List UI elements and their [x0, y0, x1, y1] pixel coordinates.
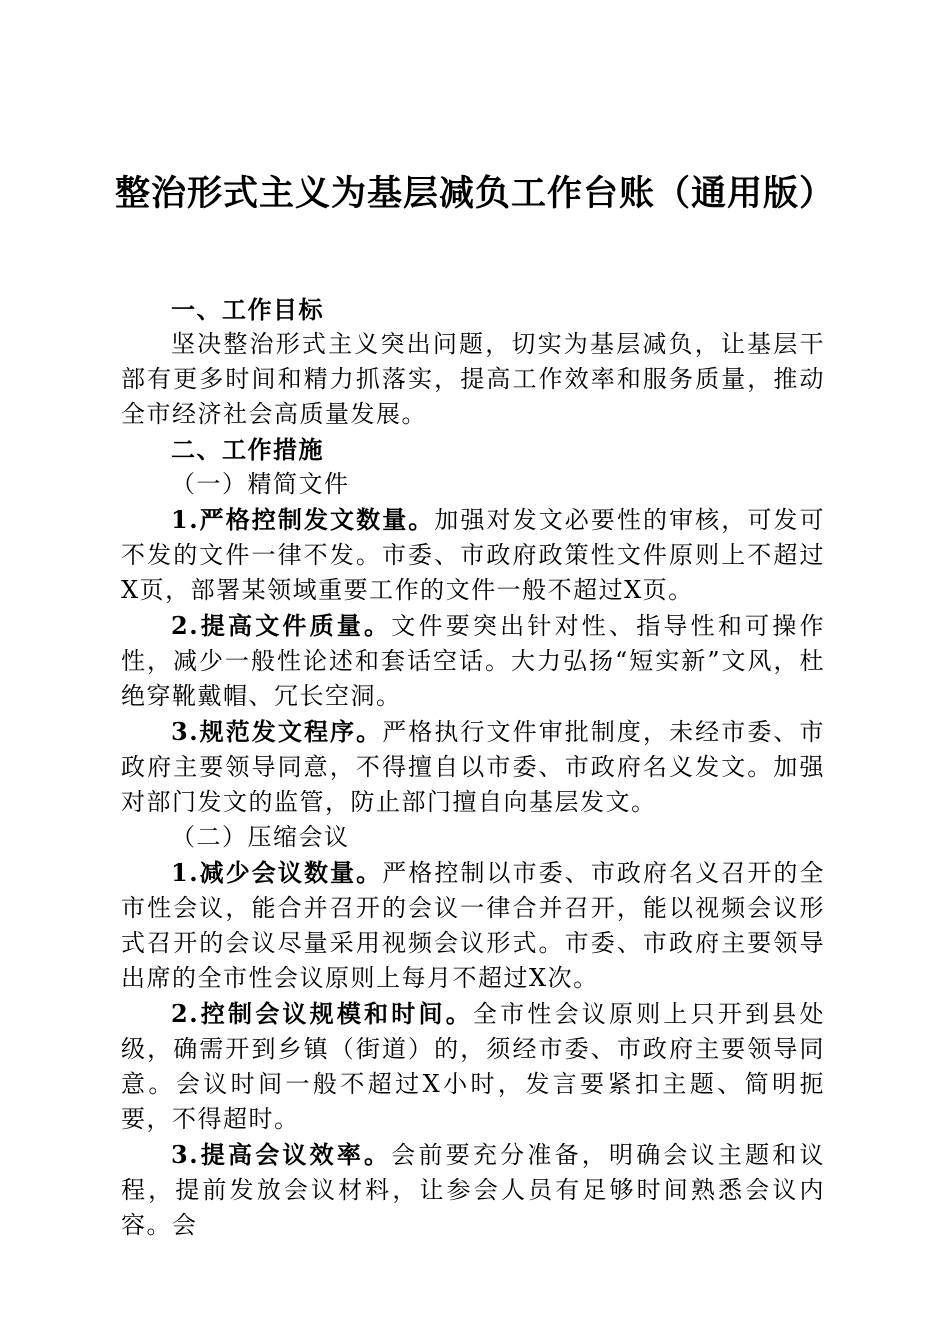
paragraph-control-document-count	[121, 502, 825, 608]
item-text: 会前要充分准备，明确会议主题和议程，提前发放会议材料，让参会人员有足够时间熟悉会议内容。会	[121, 1141, 826, 1239]
section-heading-work-measures: 二、工作措施	[171, 435, 324, 464]
document-title: 整治形式主义为基层减负工作台账（通用版）	[114, 173, 835, 214]
item-text: 全市性会议原则上只开到县处级，确需开到乡镇（街道）的，须经市委、市政府主要领导同意。会议时间一般不超过X小时，发言要紧扣主题、简明扼要，不得超时。	[121, 1000, 825, 1133]
item-text: 严格控制以市委、市政府名义召开的全市性会议，能合并召开的会议一律合并召开，能以视频会议形式召开的会议尽量采用视频会议形式。市委、市政府主要领导出席的全市性会议原则上每月不超过X次。	[121, 859, 825, 992]
paragraph-standardize-document-procedure	[121, 714, 825, 820]
paragraph-text: 坚决整治形式主义突出问题，切实为基层减负，让基层干部有更多时间和精力抓落实，提高工作效率和服务质量，推动全市经济社会高质量发展。	[121, 330, 825, 428]
subsection-heading-streamline-documents: （一）精简文件	[171, 470, 350, 498]
item-text: 加强对发文必要性的审核，可发可不发的文件一律不发。市委、市政府政策性文件原则上不超过X页，部署某领域重要工作的文件一般不超过X页。	[121, 506, 826, 604]
item-lead: 3.规范发文程序。	[171, 717, 383, 746]
item-lead: 1.减少会议数量。	[171, 858, 383, 887]
item-text: 文件要突出针对性、指导性和可操作性，减少一般性论述和套话空话。大力弘扬“短实新”文风，杜绝穿靴戴帽、冗长空洞。	[121, 612, 826, 710]
item-lead: 1.严格控制发文数量。	[171, 505, 435, 534]
item-lead: 2.提高文件质量。	[171, 611, 392, 640]
paragraph-work-goals	[121, 327, 825, 432]
document-body	[121, 292, 825, 1243]
subsection-heading-compress-meetings: （二）压缩会议	[171, 823, 350, 851]
paragraph-reduce-meeting-count	[121, 855, 825, 996]
item-text: 严格执行文件审批制度，未经市委、市政府主要领导同意，不得擅自以市委、市政府名义发文。加强对部门发文的监管，防止部门擅自向基层发文。	[121, 718, 825, 816]
paragraph-improve-meeting-efficiency	[121, 1137, 825, 1243]
section-heading-work-goals: 一、工作目标	[171, 295, 324, 324]
item-lead: 3.提高会议效率。	[171, 1140, 392, 1169]
item-lead: 2.控制会议规模和时间。	[171, 999, 473, 1028]
paragraph-control-meeting-scale	[121, 996, 825, 1137]
paragraph-improve-document-quality	[121, 608, 825, 714]
